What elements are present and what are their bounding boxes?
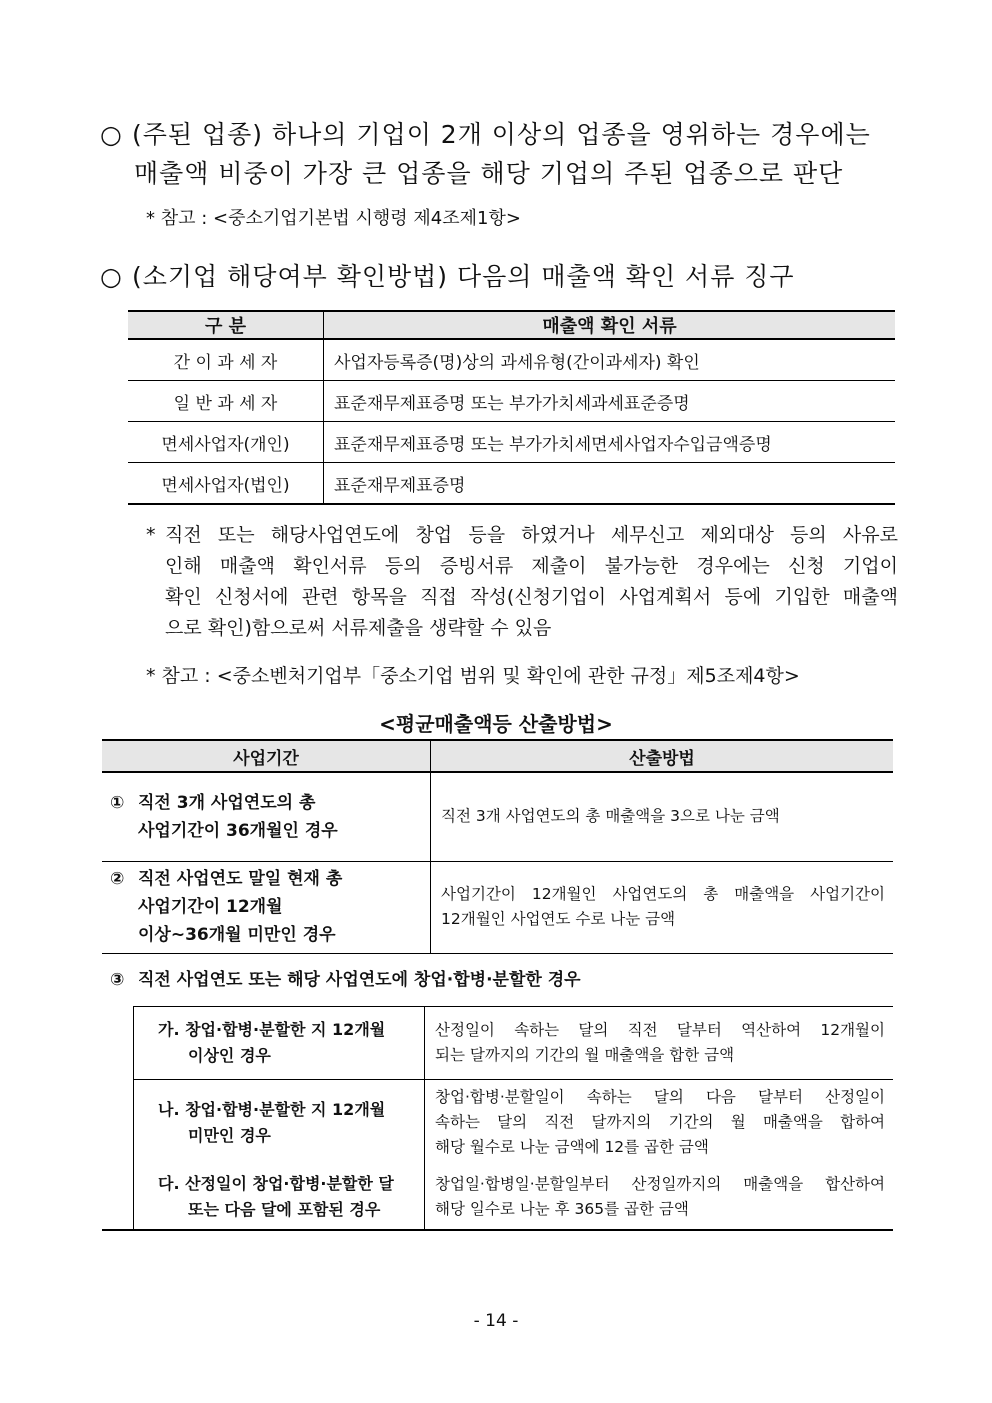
circled-number: ① xyxy=(110,792,125,813)
row-document: 표준재무제표증명 또는 부가가치세면세사업자수입금액증명 xyxy=(324,422,896,463)
row-category: 면세사업자(개인) xyxy=(128,422,324,463)
table-header-row xyxy=(102,740,893,772)
sub-label xyxy=(134,1007,425,1080)
sub-method xyxy=(425,1166,894,1229)
startup-subtable xyxy=(133,1006,893,1229)
row-category: 면세사업자(법인) xyxy=(128,463,324,505)
table-row xyxy=(128,339,895,381)
table-header-row xyxy=(128,311,895,339)
note-line: 인해 매출액 확인서류 등의 증빙서류 제출이 불가능한 경우에는 신청 기업이 xyxy=(165,555,898,577)
reference-note-1: * 참고 : <중소기업기본법 시행령 제4조제1항> xyxy=(146,208,521,229)
row-3-heading xyxy=(110,965,581,990)
header-period: 사업기간 xyxy=(102,740,431,772)
label-line: 다. 산정일이 창업·합병·분할한 달 xyxy=(158,1174,394,1193)
header-category: 구 분 xyxy=(128,311,324,339)
method-line: 되는 달까지의 기간의 월 매출액을 합한 금액 xyxy=(435,1046,735,1064)
period-label xyxy=(102,861,431,953)
table-row xyxy=(134,1080,894,1166)
bullet-1-line-2: 매출액 비중이 가장 큰 업종을 해당 기업의 주된 업종으로 판단 xyxy=(134,159,844,188)
header-method: 산출방법 xyxy=(431,740,894,772)
note-line: 으로 확인)함으로써 서류제출을 생략할 수 있음 xyxy=(165,617,552,639)
method-line: 직전 3개 사업연도의 총 매출액을 3으로 나눈 금액 xyxy=(441,807,780,826)
circle-bullet-icon: ○ xyxy=(100,262,123,291)
label-line: 사업기간이 36개월인 경우 xyxy=(138,820,338,841)
label-line: 가. 창업·합병·분할한 지 12개월 xyxy=(158,1020,386,1039)
header-documents: 매출액 확인 서류 xyxy=(324,311,896,339)
table-row xyxy=(134,1007,894,1080)
sub-method xyxy=(425,1080,894,1166)
table-row xyxy=(128,381,895,422)
sub-method xyxy=(425,1007,894,1080)
method-text xyxy=(431,772,894,861)
label-line: 나. 창업·합병·분할한 지 12개월 xyxy=(158,1099,386,1119)
row-document: 표준재무제표증명 또는 부가가치세과세표준증명 xyxy=(324,381,896,422)
row-category: 일 반 과 세 자 xyxy=(128,381,324,422)
table-row xyxy=(128,463,895,505)
period-label xyxy=(102,772,431,861)
bullet-2-line-1 xyxy=(100,257,795,293)
bullet-1-text: (주된 업종) 하나의 기업이 2개 이상의 업종을 영위하는 경우에는 xyxy=(132,120,871,149)
label-line: 직전 3개 사업연도의 총 xyxy=(138,792,316,813)
label-line: 이상인 경우 xyxy=(188,1046,271,1065)
method-line: 창업일·합병일·분할일부터 산정일까지의 매출액을 합산하여 xyxy=(435,1175,885,1193)
label-line: 이상~36개월 미만인 경우 xyxy=(138,925,336,945)
method-line: 속하는 달의 직전 달까지의 기간의 월 매출액을 합하여 xyxy=(435,1113,885,1132)
note-star: * xyxy=(146,524,156,546)
average-sales-method-table xyxy=(102,739,893,954)
label-line: 사업기간이 12개월 xyxy=(138,897,283,917)
method-line: 해당 월수로 나눈 금액에 12를 곱한 금액 xyxy=(435,1138,709,1157)
method-line: 산정일이 속하는 달의 직전 달부터 역산하여 12개월이 xyxy=(435,1021,885,1039)
note-line: 직전 또는 해당사업연도에 창업 등을 하였거나 세무신고 제외대상 등의 사유로 xyxy=(165,524,898,546)
row-category: 간 이 과 세 자 xyxy=(128,339,324,381)
sub-label xyxy=(134,1080,425,1166)
circled-number: ③ xyxy=(110,970,125,990)
label-line: 직전 사업연도 말일 현재 총 xyxy=(138,869,343,889)
table-row xyxy=(102,861,893,953)
table-row xyxy=(128,422,895,463)
method-line: 창업·합병·분할일이 속하는 달의 다음 달부터 산정일이 xyxy=(435,1088,885,1107)
table-row xyxy=(102,772,893,861)
row-document: 사업자등록증(명)상의 과세유형(간이과세자) 확인 xyxy=(324,339,896,381)
bullet-2-text: (소기업 해당여부 확인방법) 다음의 매출액 확인 서류 징구 xyxy=(132,262,795,291)
row-document: 표준재무제표증명 xyxy=(324,463,896,505)
row-3-label: 직전 사업연도 또는 해당 사업연도에 창업·합병·분할한 경우 xyxy=(138,970,581,990)
method-line: 사업기간이 12개월인 사업연도의 총 매출액을 사업기간이 xyxy=(441,885,885,903)
exemption-note xyxy=(146,520,898,644)
note-line: 확인 신청서에 관련 항목을 직접 작성(신청기업이 사업계획서 등에 기입한 매출액 xyxy=(165,586,898,608)
sales-document-table xyxy=(128,310,895,505)
label-line: 미만인 경우 xyxy=(188,1125,271,1145)
circle-bullet-icon: ○ xyxy=(100,120,123,149)
method-line: 12개월인 사업연도 수로 나눈 금액 xyxy=(441,910,676,928)
method-line: 해당 일수로 나눈 후 365를 곱한 금액 xyxy=(435,1200,689,1218)
table-bottom-rule xyxy=(102,1229,893,1231)
table-row xyxy=(134,1166,894,1229)
table-title: <평균매출액등 산출방법> xyxy=(379,712,613,736)
label-line: 또는 다음 달에 포함된 경우 xyxy=(188,1200,381,1219)
reference-note-2: * 참고 : <중소벤처기업부「중소기업 범위 및 확인에 관한 규정」제5조제4항> xyxy=(146,665,800,687)
method-text xyxy=(431,861,894,953)
page-number: - 14 - xyxy=(473,1311,519,1331)
bullet-1-line-1 xyxy=(100,115,871,151)
circled-number: ② xyxy=(110,869,125,889)
sub-label xyxy=(134,1166,425,1229)
